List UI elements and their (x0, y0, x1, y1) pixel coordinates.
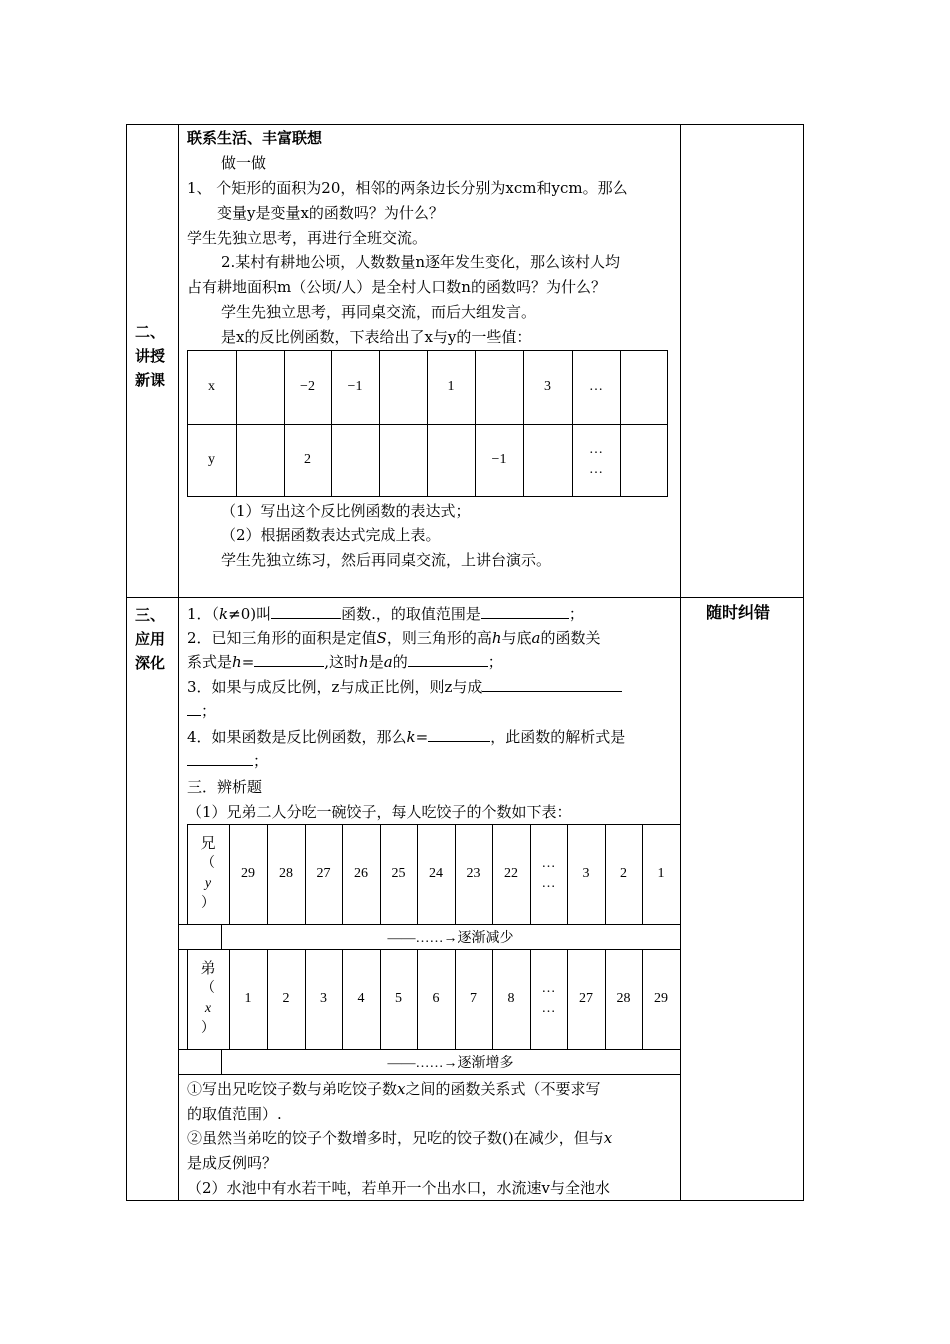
question-b-cont: 是成反例吗？ (187, 1154, 278, 1172)
blank[interactable] (271, 604, 341, 619)
younger-value-cell: 5 (395, 991, 402, 1006)
xy-table-cell: 1 (447, 379, 455, 394)
xy-table-cell (236, 424, 284, 496)
blank[interactable] (482, 677, 622, 692)
row-divider (126, 597, 804, 598)
xy-table-cell: … (589, 379, 603, 394)
q2-line2: 占有耕地面积m（公顷/人）是全村人口数n的函数吗？为什么？ (187, 278, 606, 296)
xy-table-cell (475, 350, 523, 424)
decrease-arrow-label: ——……→逐渐减少 (387, 930, 514, 946)
brother-value-cell: 1 (657, 866, 665, 881)
exercise-2: 2．已知三角形的面积是定值S，则三角形的高h与底a的函数关 (187, 629, 601, 647)
section2-label: 二、 讲授 新课 (135, 323, 166, 389)
xy-table-vline (620, 350, 621, 497)
brother-value-cell: 29 (241, 866, 255, 881)
xy-table-cell: −1 (347, 379, 363, 394)
younger-value-cell: 2 (282, 991, 290, 1006)
exercise-3-cont: ； (187, 701, 216, 721)
note2: 学生先独立思考，再同桌交流，而后大组发言。 (221, 303, 537, 321)
xy-table-cell: x (208, 379, 215, 394)
xy-table-cell (331, 424, 379, 496)
younger-value-cell: 4 (357, 991, 365, 1006)
section3-label: 三、 应用 深化 (135, 606, 166, 672)
xy-table-cell (523, 424, 572, 496)
younger-value-cell: 3 (320, 991, 327, 1006)
frame-left (126, 124, 127, 1201)
blank[interactable] (254, 652, 324, 667)
younger-value-cell: 28 (616, 991, 631, 1006)
note3: 学生先独立练习，然后再同桌交流，上讲台演示。 (221, 551, 552, 569)
blank[interactable] (481, 604, 569, 619)
exercise-4: 4．如果函数是反比例函数，那么k= ，此函数的解析式是 (187, 728, 626, 746)
dumpling-vline (680, 949, 681, 1049)
brother-value-cell: 22 (504, 866, 518, 881)
q1-line2: 变量y是变量x的函数吗？为什么？ (217, 204, 444, 222)
brother-value-cell: 25 (391, 866, 406, 881)
frame-bottom (126, 1200, 804, 1201)
brother-value-cell: 3 (582, 866, 590, 881)
younger-value-cell: 7 (470, 991, 477, 1006)
question-a-cont: 的取值范围）. (187, 1105, 282, 1123)
q1-line1: 1、 个矩形的面积为20，相邻的两条边长分别为xcm和ycm。那么 (187, 179, 628, 197)
blank[interactable] (408, 652, 488, 667)
note1: 学生先独立思考，再进行全班交流。 (187, 229, 428, 247)
question-a: ①写出兄吃饺子数与弟吃饺子数x之间的函数关系式（不要求写 (187, 1080, 601, 1098)
exercise-4-cont: ； (187, 751, 268, 771)
younger-value-cell: 8 (507, 991, 515, 1006)
younger-value-cell: 29 (654, 991, 668, 1006)
frame-right (803, 124, 804, 1201)
brother-value-cell: … … (541, 856, 556, 891)
section2-sub: 做一做 (221, 154, 267, 172)
brother-value-cell: 27 (316, 866, 331, 881)
brother-value-cell: 2 (620, 866, 627, 881)
brother-value-cell: 26 (354, 866, 368, 881)
xy-table-cell (236, 350, 284, 424)
blank[interactable] (428, 727, 490, 742)
xy-table-cell: −2 (300, 379, 315, 394)
problem-2: （2）水池中有水若干吨，若单开一个出水口，水流速v与全池水 (187, 1179, 611, 1197)
younger-value-cell: 6 (432, 991, 440, 1006)
blank[interactable] (187, 701, 201, 716)
xy-table-cell: 2 (304, 452, 311, 467)
bianxi-heading: 三．辨析题 (187, 778, 263, 796)
younger-value-cell: 27 (579, 991, 593, 1006)
xy-table-cell: 3 (544, 379, 551, 394)
xy-table-cell: … … (589, 442, 603, 477)
younger-value-cell: 1 (244, 991, 252, 1006)
frame-top (126, 124, 804, 125)
dumpling-vline (680, 824, 681, 924)
brother-label: 兄 （ y ） (200, 836, 216, 911)
xy-table-cell (427, 424, 475, 496)
q2-line1: 2.某村有耕地公顷，人数数量n逐年发生变化，那么该村人均 (221, 253, 620, 271)
question-b: ②虽然当弟吃的饺子个数增多时，兄吃的饺子数()在减少，但与x (187, 1129, 613, 1147)
xy-table-cell: y (208, 452, 215, 467)
exercise-2-cont: 系式是h= ,这时h是a的 ； (187, 653, 503, 671)
increase-arrow-label: ——……→逐渐增多 (387, 1055, 514, 1071)
section2-heading: 联系生活、丰富联想 (187, 129, 323, 147)
younger-value-cell: … … (541, 981, 556, 1016)
task1: （1）写出这个反比例函数的表达式； (221, 502, 471, 520)
xy-table-cell (379, 350, 427, 424)
brother-value-cell: 23 (466, 866, 481, 881)
brother-value-cell: 24 (429, 866, 443, 881)
xy-table-cell: −1 (491, 452, 507, 467)
right-note: 随时纠错 (706, 603, 771, 622)
xy-table-cell (379, 424, 427, 496)
task2: （2）根据函数表达式完成上表。 (221, 526, 441, 544)
dumpling-hline (179, 1074, 680, 1075)
table-intro: 是x的反比例函数，下表给出了x与y的一些值： (221, 328, 532, 346)
problem-1: （1）兄弟二人分吃一碗饺子，每人吃饺子的个数如下表： (187, 803, 572, 821)
exercise-3: 3．如果与成反比例，z与成正比例，则z与成 (187, 677, 622, 697)
xy-table-vline (667, 350, 668, 497)
blank[interactable] (187, 751, 253, 766)
younger-label: 弟 （ x ） (200, 961, 216, 1036)
exercise-1: 1．（k≠0)叫 函数.，的取值范围是 ； (187, 605, 584, 623)
frame-col1 (178, 124, 179, 1201)
brother-value-cell: 28 (279, 866, 293, 881)
